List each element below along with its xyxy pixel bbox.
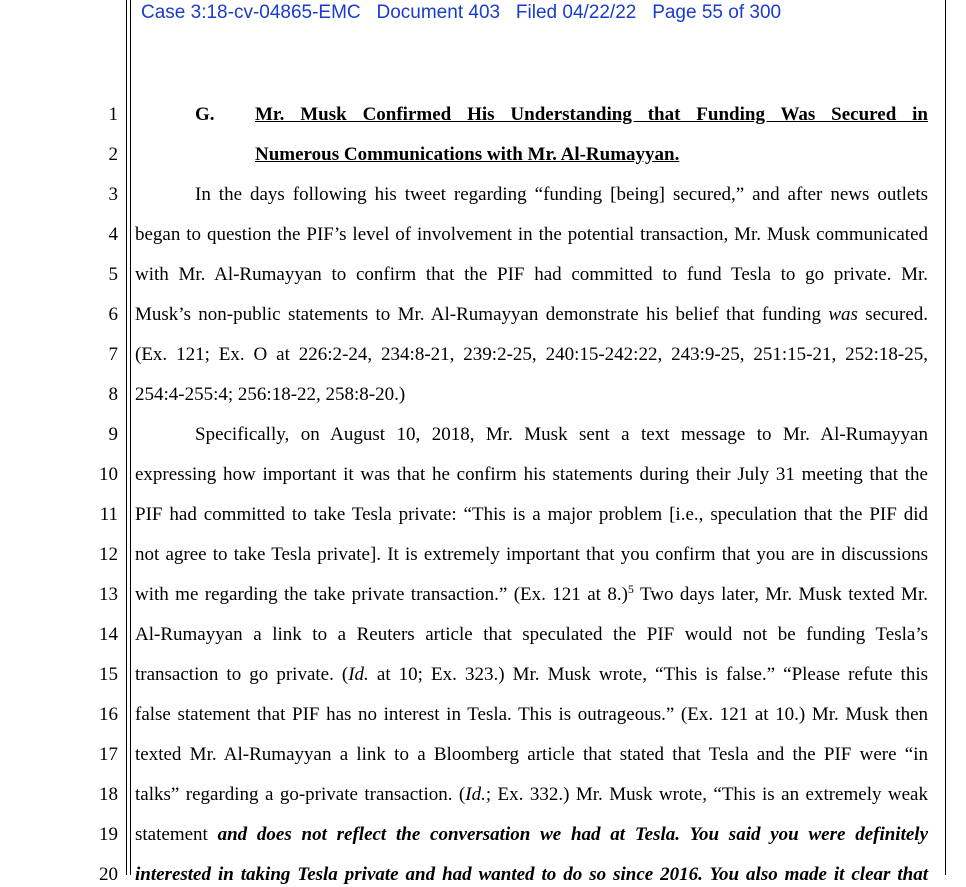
line-number: 7: [108, 344, 118, 365]
citation-id: Id.: [348, 664, 369, 685]
line-number: 2: [108, 144, 118, 165]
body-line-11: PIF had committed to take Tesla private: “This is a major problem [i.e., speculation that the PIF did: [135, 504, 928, 525]
line-number: 17: [99, 744, 118, 765]
text-run: at 10; Ex. 323.) Mr. Musk wrote, “This is false.” “Please refute this: [376, 664, 928, 685]
ecf-header: [141, 0, 781, 25]
text-run: transaction to go private. (: [135, 664, 349, 685]
line-number: 19: [99, 824, 118, 845]
line-number: 6: [108, 304, 118, 325]
body-line-15: [135, 663, 928, 687]
body-line-5: with Mr. Al-Rumayyan to confirm that the PIF had committed to fund Tesla to go private. Mr.: [135, 264, 928, 285]
line-number: 9: [108, 424, 118, 445]
line-number: 18: [99, 784, 118, 805]
footnote-ref-5[interactable]: 5: [627, 582, 634, 596]
section-heading-line-1: Mr. Musk Confirmed His Understanding that Funding Was Secured in: [255, 104, 928, 125]
body-line-18: [135, 783, 928, 807]
line-number: 15: [99, 664, 118, 685]
text-run: ; Ex. 332.) Mr. Musk wrote, “This is an extremely weak: [485, 784, 928, 805]
line-number: 13: [99, 584, 118, 605]
body-line-6: [135, 303, 928, 327]
line-number: 14: [99, 624, 118, 645]
body-line-16: false statement that PIF has no interest in Tesla. This is outrageous.” (Ex. 121 at 10.) Mr. Musk then: [135, 704, 928, 725]
line-number: 1: [108, 104, 118, 125]
right-margin-rule: [945, 0, 946, 875]
body-line-17: texted Mr. Al-Rumayyan a link to a Bloomberg article that stated that Tesla and the PIF were “in: [135, 744, 928, 765]
left-margin-rule-inner: [130, 0, 131, 875]
text-run: statement: [135, 824, 208, 845]
text-run: with me regarding the take private transaction.” (Ex. 121 at 8.): [135, 584, 628, 605]
line-number: 20: [99, 864, 118, 885]
text-run: talks” regarding a go-private transaction. (: [135, 784, 466, 805]
emphasis-was: was: [828, 304, 858, 325]
line-number: 8: [108, 384, 118, 405]
text-run: secured.: [865, 304, 929, 325]
body-line-10: expressing how important it was that he confirm his statements during their July 31 meeting that the: [135, 464, 928, 485]
line-number: 3: [108, 184, 118, 205]
left-margin-rule-outer: [126, 0, 127, 875]
section-letter: G.: [195, 104, 215, 125]
body-line-8: 254:4-255:4; 256:18-22, 258:8-20.): [135, 384, 406, 405]
quoted-emphasis: and does not reflect the conversation we had at Tesla. You said you were definitely: [217, 824, 929, 845]
line-number: 12: [99, 544, 118, 565]
citation-id: Id.: [465, 784, 486, 805]
page-number: Page 55 of 300: [652, 2, 782, 23]
filed-date: Filed 04/22/22: [515, 2, 637, 23]
case-number: Case 3:18-cv-04865-EMC: [141, 2, 361, 23]
line-number: 10: [99, 464, 118, 485]
line-number: 11: [99, 504, 118, 525]
line-number: 16: [99, 704, 118, 725]
body-line-20: interested in taking Tesla private and had wanted to do so since 2016. You also made it clear that: [135, 864, 928, 885]
body-line-4: began to question the PIF’s level of involvement in the potential transaction, Mr. Musk communicated: [135, 224, 928, 245]
section-heading-line-2: Numerous Communications with Mr. Al-Rumayyan.: [255, 144, 680, 165]
body-line-3: In the days following his tweet regarding “funding [being] secured,” and after news outlets: [195, 184, 928, 205]
document-number: Document 403: [376, 2, 501, 23]
text-run: Two days later, Mr. Musk texted Mr.: [639, 584, 928, 605]
body-line-19: [135, 823, 928, 847]
body-line-12: not agree to take Tesla private]. It is extremely important that you confirm that you are in discussions: [135, 544, 928, 565]
body-line-7: (Ex. 121; Ex. O at 226:2-24, 234:8-21, 239:2-25, 240:15-242:22, 243:9-25, 251:15-21, 252:18-25,: [135, 344, 928, 365]
line-number: 4: [108, 224, 118, 245]
line-number: 5: [108, 264, 118, 285]
text-run: Musk’s non-public statements to Mr. Al-Rumayyan demonstrate his belief that funding: [135, 304, 821, 325]
body-line-14: Al-Rumayyan a link to a Reuters article that speculated the PIF would not be funding Tesla’s: [135, 624, 928, 645]
body-line-9: Specifically, on August 10, 2018, Mr. Musk sent a text message to Mr. Al-Rumayyan: [195, 424, 928, 445]
body-line-13: [135, 583, 928, 607]
